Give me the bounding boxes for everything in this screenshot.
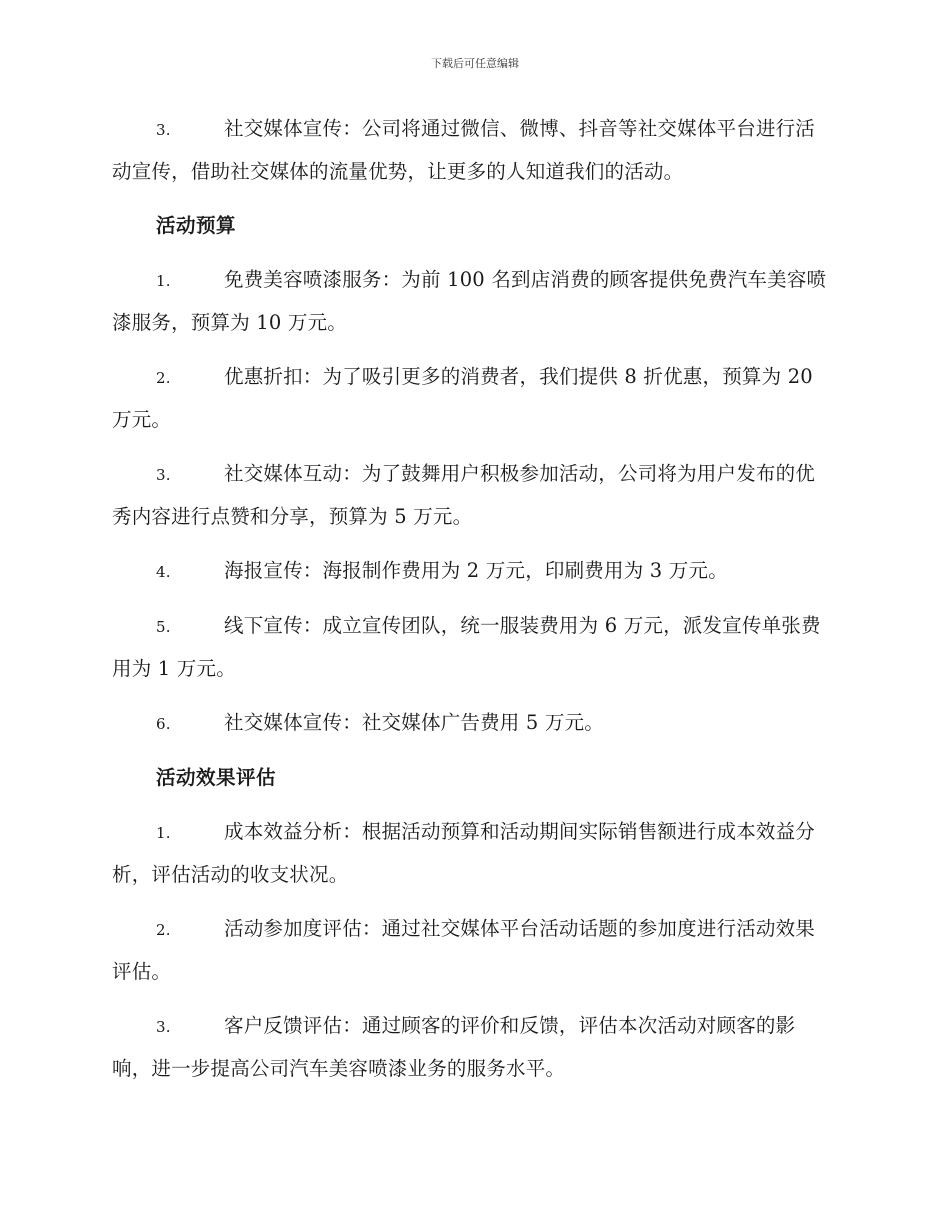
list-text: 免费美容喷漆服务：为前 100 名到店消费的顾客提供免费汽车美容喷漆服务，预算为 10 万元。 — [112, 268, 827, 334]
list-text: 优惠折扣：为了吸引更多的消费者，我们提供 8 折优惠，预算为 20 万元。 — [112, 365, 813, 431]
list-number: 5. — [156, 618, 171, 636]
list-number: 6. — [156, 715, 171, 733]
list-number: 2. — [156, 369, 171, 387]
list-item — [112, 908, 834, 993]
list-text: 社交媒体宣传：社交媒体广告费用 5 万元。 — [224, 711, 605, 734]
list-item — [112, 453, 834, 538]
list-text: 客户反馈评估：通过顾客的评价和反馈，评估本次活动对顾客的影响，进一步提高公司汽车美容喷漆业务的服务水平。 — [112, 1014, 796, 1080]
section-heading-budget: 活动预算 — [156, 214, 237, 237]
list-item — [112, 605, 834, 690]
list-number: 3. — [156, 121, 171, 139]
list-text: 活动参加度评估：通过社交媒体平台活动话题的参加度进行活动效果评估。 — [112, 917, 816, 983]
document-body — [112, 108, 834, 1102]
list-text: 成本效益分析：根据活动预算和活动期间实际销售额进行成本效益分析，评估活动的收支状况。 — [112, 820, 816, 886]
list-item — [112, 259, 834, 344]
page-header: 下载后可任意编辑 — [431, 57, 519, 70]
list-number: 4. — [156, 563, 171, 581]
list-text: 线下宣传：成立宣传团队，统一服装费用为 6 万元，派发宣传单张费用为 1 万元。 — [112, 614, 821, 680]
list-number: 1. — [156, 272, 171, 290]
list-item — [112, 356, 834, 441]
list-number: 1. — [156, 824, 171, 842]
list-item — [112, 550, 834, 593]
list-item — [112, 702, 834, 745]
list-number: 2. — [156, 921, 171, 939]
list-number: 3. — [156, 466, 171, 484]
list-item — [112, 108, 834, 193]
list-item — [112, 1005, 834, 1090]
list-text: 社交媒体宣传：公司将通过微信、微博、抖音等社交媒体平台进行活动宣传，借助社交媒体的流量优势，让更多的人知道我们的活动。 — [112, 117, 816, 183]
list-text: 海报宣传：海报制作费用为 2 万元，印刷费用为 3 万元。 — [224, 559, 728, 582]
section-heading-evaluation: 活动效果评估 — [156, 766, 277, 789]
list-item — [112, 811, 834, 896]
list-number: 3. — [156, 1018, 171, 1036]
list-text: 社交媒体互动：为了鼓舞用户积极参加活动，公司将为用户发布的优秀内容进行点赞和分享，预算为 5 万元。 — [112, 462, 816, 528]
